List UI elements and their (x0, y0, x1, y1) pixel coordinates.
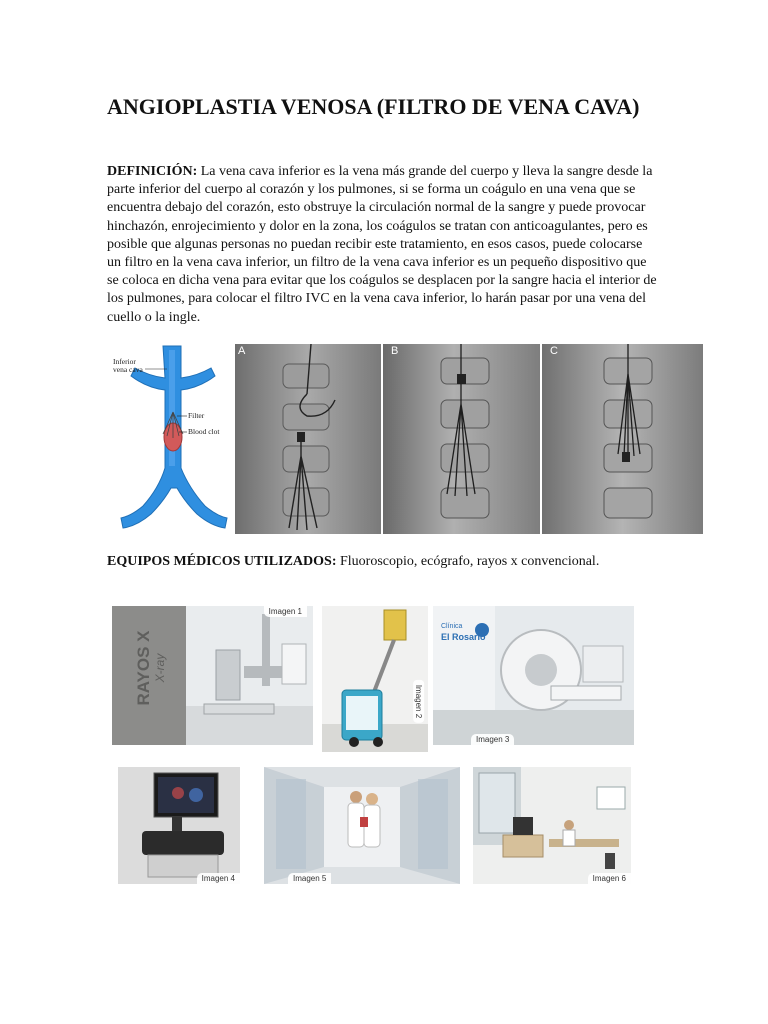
photo-hallway (264, 767, 460, 884)
xray-panel-a (235, 344, 381, 534)
photo-ct-room (433, 606, 634, 745)
equipment-paragraph (107, 553, 667, 571)
clinic-name-2: El Rosario (441, 632, 486, 642)
hallway-image (264, 767, 460, 884)
xray-panel-c (542, 344, 703, 534)
equipment-text: Fluoroscopio, ecógrafo, rayos x convencional. (336, 554, 600, 569)
xray-image-c (542, 344, 703, 534)
caption-imagen-5: Imagen 5 (288, 873, 331, 884)
page-title: ANGIOPLASTIA VENOSA (FILTRO DE VENA CAVA) (107, 94, 640, 119)
photo-ultrasound (118, 767, 240, 884)
ultrasound-image (118, 767, 240, 884)
ct-room-image (433, 606, 634, 745)
xray-label-a: A (238, 345, 246, 357)
photo-mobile-xray (322, 606, 428, 752)
sign-rayos-x: RAYOS X (134, 630, 153, 706)
label-filter: Filter (188, 411, 205, 420)
caption-imagen-6: Imagen 6 (588, 873, 631, 884)
xray-label-b: B (391, 345, 399, 357)
xray-label-c: C (550, 345, 558, 357)
definition-paragraph (107, 163, 659, 327)
photo-xray-room (112, 606, 313, 745)
caption-imagen-3: Imagen 3 (471, 734, 514, 745)
caption-imagen-2: Imagen 2 (413, 680, 424, 723)
xray-room-image (112, 606, 313, 745)
label-blood-clot: Blood clot (188, 427, 220, 436)
label-inferior-vena-cava: Inferior vena cava (113, 357, 143, 374)
photo-office (473, 767, 631, 884)
xray-image-a (235, 344, 381, 534)
xray-image-b (383, 344, 540, 534)
vena-cava-diagram (107, 338, 233, 535)
xray-panel-b (383, 344, 540, 534)
mobile-xray-image (322, 606, 428, 752)
office-image (473, 767, 631, 884)
caption-imagen-1: Imagen 1 (264, 606, 307, 617)
clinic-name-1: Clínica (441, 623, 463, 630)
sign-x-ray: X-ray (153, 653, 167, 683)
definition-text: La vena cava inferior es la vena más grande del cuerpo y lleva la sangre desde la parte inferior del cuerpo al corazón y los pulmones, si se forma un coágulo en una vena que se encuentra debajo del corazón, esto obstruye la circulación normal de la sangre y puede provocar hinchazón, enrojecimiento y dolor en la zona, los coágulos se tratan con anticoagulantes, pero es posible que algunas personas no puedan recibir este tratamiento, en esos casos, puede colocarse un filtro en la vena cava inferior, un filtro de la vena cava inferior es un pequeño dispositivo que se coloca en dicha vena para evitar que los coágulos se desplacen por la sangre hacia el interior de los pulmones, para colocar el filtro IVC en la vena cava inferior, lo harán pasar por una vena del cuello o la ingle. (107, 164, 657, 325)
equipment-label: EQUIPOS MÉDICOS UTILIZADOS: (107, 554, 337, 569)
definition-label: DEFINICIÓN: (107, 164, 198, 179)
caption-imagen-4: Imagen 4 (197, 873, 240, 884)
